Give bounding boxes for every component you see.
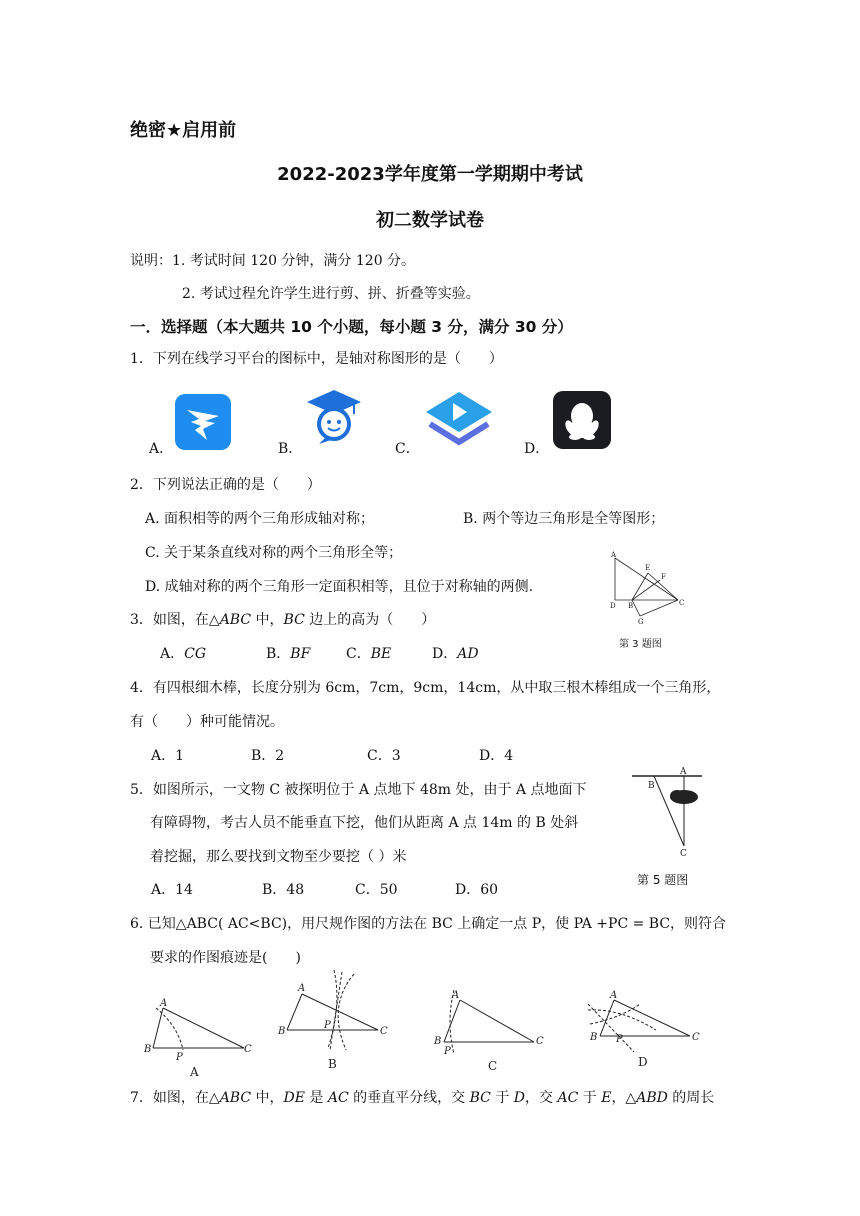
q6d-option-letter: D — [638, 1055, 648, 1069]
q3-triangle-figure — [600, 548, 700, 648]
q3-caption: 第 3 题图 — [619, 639, 662, 650]
q2-option-b: B. 两个等边三角形是全等图形； — [463, 511, 665, 527]
q7-stem: 7．如图，在△ABC 中，DE 是 AC 的垂直平分线，交 BC 于 D，交 AC 于 E，△ABD 的周长 — [130, 1090, 715, 1106]
q6d-label-b: B — [590, 1032, 598, 1043]
q5-fig-label-c: C — [680, 849, 687, 859]
q4-option-a: A．1 — [151, 748, 185, 764]
exam-subtitle: 初二数学试卷 — [376, 210, 484, 231]
q5-line-1: 5．如图所示，一文物 C 被探明位于 A 点地下 48m 处，由于 A 点地面下 — [130, 782, 587, 798]
q6c-label-p: P — [444, 1046, 451, 1057]
q4-line-2: 有（ ）种可能情况。 — [130, 714, 284, 730]
q4-option-d: D．4 — [479, 748, 514, 764]
q4-option-c: C．3 — [367, 748, 401, 764]
q6a-label-b: B — [144, 1044, 152, 1055]
q3-fig-label-e: E — [645, 564, 651, 572]
note-line-1: 说明：1. 考试时间 120 分钟，满分 120 分。 — [130, 253, 416, 269]
qq-penguin-icon — [553, 391, 611, 449]
q6d-label-a: A — [610, 990, 618, 1001]
q6b-label-b: B — [278, 1026, 286, 1037]
q4-option-b: B．2 — [251, 748, 285, 764]
q1-option-d-label: D． — [524, 441, 550, 457]
q6a-option-letter: A — [190, 1065, 199, 1079]
q5-line-2: 有障碍物，考古人员不能垂直下挖，他们从距离 A 点 14m 的 B 处斜 — [150, 815, 579, 831]
q3-fig-label-g: G — [638, 618, 644, 626]
graduation-cap-bot-icon — [305, 388, 363, 446]
q6-line-1: 6. 已知△ABC( AC<BC)，用尺规作图的方法在 BC 上确定一点 P，使 PA +PC = BC，则符合 — [130, 916, 727, 932]
q1-stem: 1．下列在线学习平台的图标中，是轴对称图形的是（ ） — [130, 351, 503, 367]
q1-option-b-label: B． — [278, 441, 303, 457]
q5-option-a: A．14 — [151, 882, 193, 898]
q3-fig-label-f: F — [661, 573, 666, 581]
q4-line-1: 4．有四根细木棒，长度分别为 6cm，7cm，9cm，14cm，从中取三根木棒组成一个三角形， — [130, 680, 721, 696]
q2-option-c: C. 关于某条直线对称的两个三角形全等； — [145, 545, 403, 561]
exam-title: 2022-2023学年度第一学期期中考试 — [277, 164, 583, 185]
q5-option-d: D．60 — [455, 882, 499, 898]
q6b-label-c: C — [380, 1026, 388, 1037]
q6-option-c-figure — [428, 982, 552, 1074]
q3-option-b: B．BF — [266, 646, 311, 662]
q2-stem: 2．下列说法正确的是（ ） — [130, 477, 321, 493]
note-line-2: 2. 考试过程允许学生进行剪、拼、折叠等实验。 — [182, 286, 480, 302]
q2-option-a: A. 面积相等的两个三角形成轴对称； — [145, 511, 375, 527]
q6d-label-p: P — [616, 1034, 623, 1045]
q6d-label-c: C — [692, 1032, 700, 1043]
q6-option-b-figure — [272, 966, 396, 1074]
q5-dig-figure — [632, 766, 704, 862]
q3-option-d: D．AD — [432, 646, 479, 662]
q6-line-2: 要求的作图痕迹是( ) — [150, 950, 301, 966]
q6a-label-a: A — [160, 998, 168, 1009]
q6a-label-p: P — [176, 1052, 183, 1063]
q5-caption: 第 5 题图 — [637, 873, 689, 887]
q5-line-3: 着挖掘，那么要找到文物至少要挖（ ）米 — [150, 849, 407, 865]
dingtalk-icon — [175, 394, 231, 450]
q6c-label-c: C — [536, 1036, 544, 1047]
q1-option-a-label: A． — [149, 441, 174, 457]
q3-fig-label-a: A — [611, 551, 617, 559]
q5-option-b: B．48 — [262, 882, 305, 898]
q5-fig-label-b: B — [648, 781, 655, 791]
q5-fig-label-a: A — [680, 767, 687, 777]
q5-option-c: C．50 — [355, 882, 398, 898]
q6c-label-a: A — [452, 990, 460, 1001]
play-layers-icon — [424, 390, 494, 450]
q6b-label-a: A — [298, 983, 306, 994]
section-heading: 一．选择题（本大题共 10 个小题，每小题 3 分，满分 30 分） — [130, 318, 573, 336]
secret-label: 绝密★启用前 — [130, 120, 237, 141]
q6b-label-p: P — [324, 1020, 331, 1031]
q3-fig-label-c: C — [679, 599, 685, 607]
q2-option-d: D. 成轴对称的两个三角形一定面积相等，且位于对称轴的两侧. — [145, 579, 534, 595]
q6-option-d-figure — [580, 982, 708, 1074]
q6a-label-c: C — [244, 1044, 252, 1055]
q6-option-a-figure — [138, 996, 262, 1080]
q3-fig-label-d: D — [610, 602, 616, 610]
q3-option-a: A．CG — [160, 646, 207, 662]
q3-stem: 3．如图，在△ABC 中，BC 边上的高为（ ） — [130, 612, 436, 628]
q3-option-c: C．BE — [346, 646, 392, 662]
q1-option-c-label: C． — [395, 441, 420, 457]
q6c-label-b: B — [434, 1036, 442, 1047]
q3-fig-label-b: B — [628, 602, 634, 610]
q6b-option-letter: B — [328, 1057, 337, 1071]
q6c-option-letter: C — [488, 1059, 498, 1073]
